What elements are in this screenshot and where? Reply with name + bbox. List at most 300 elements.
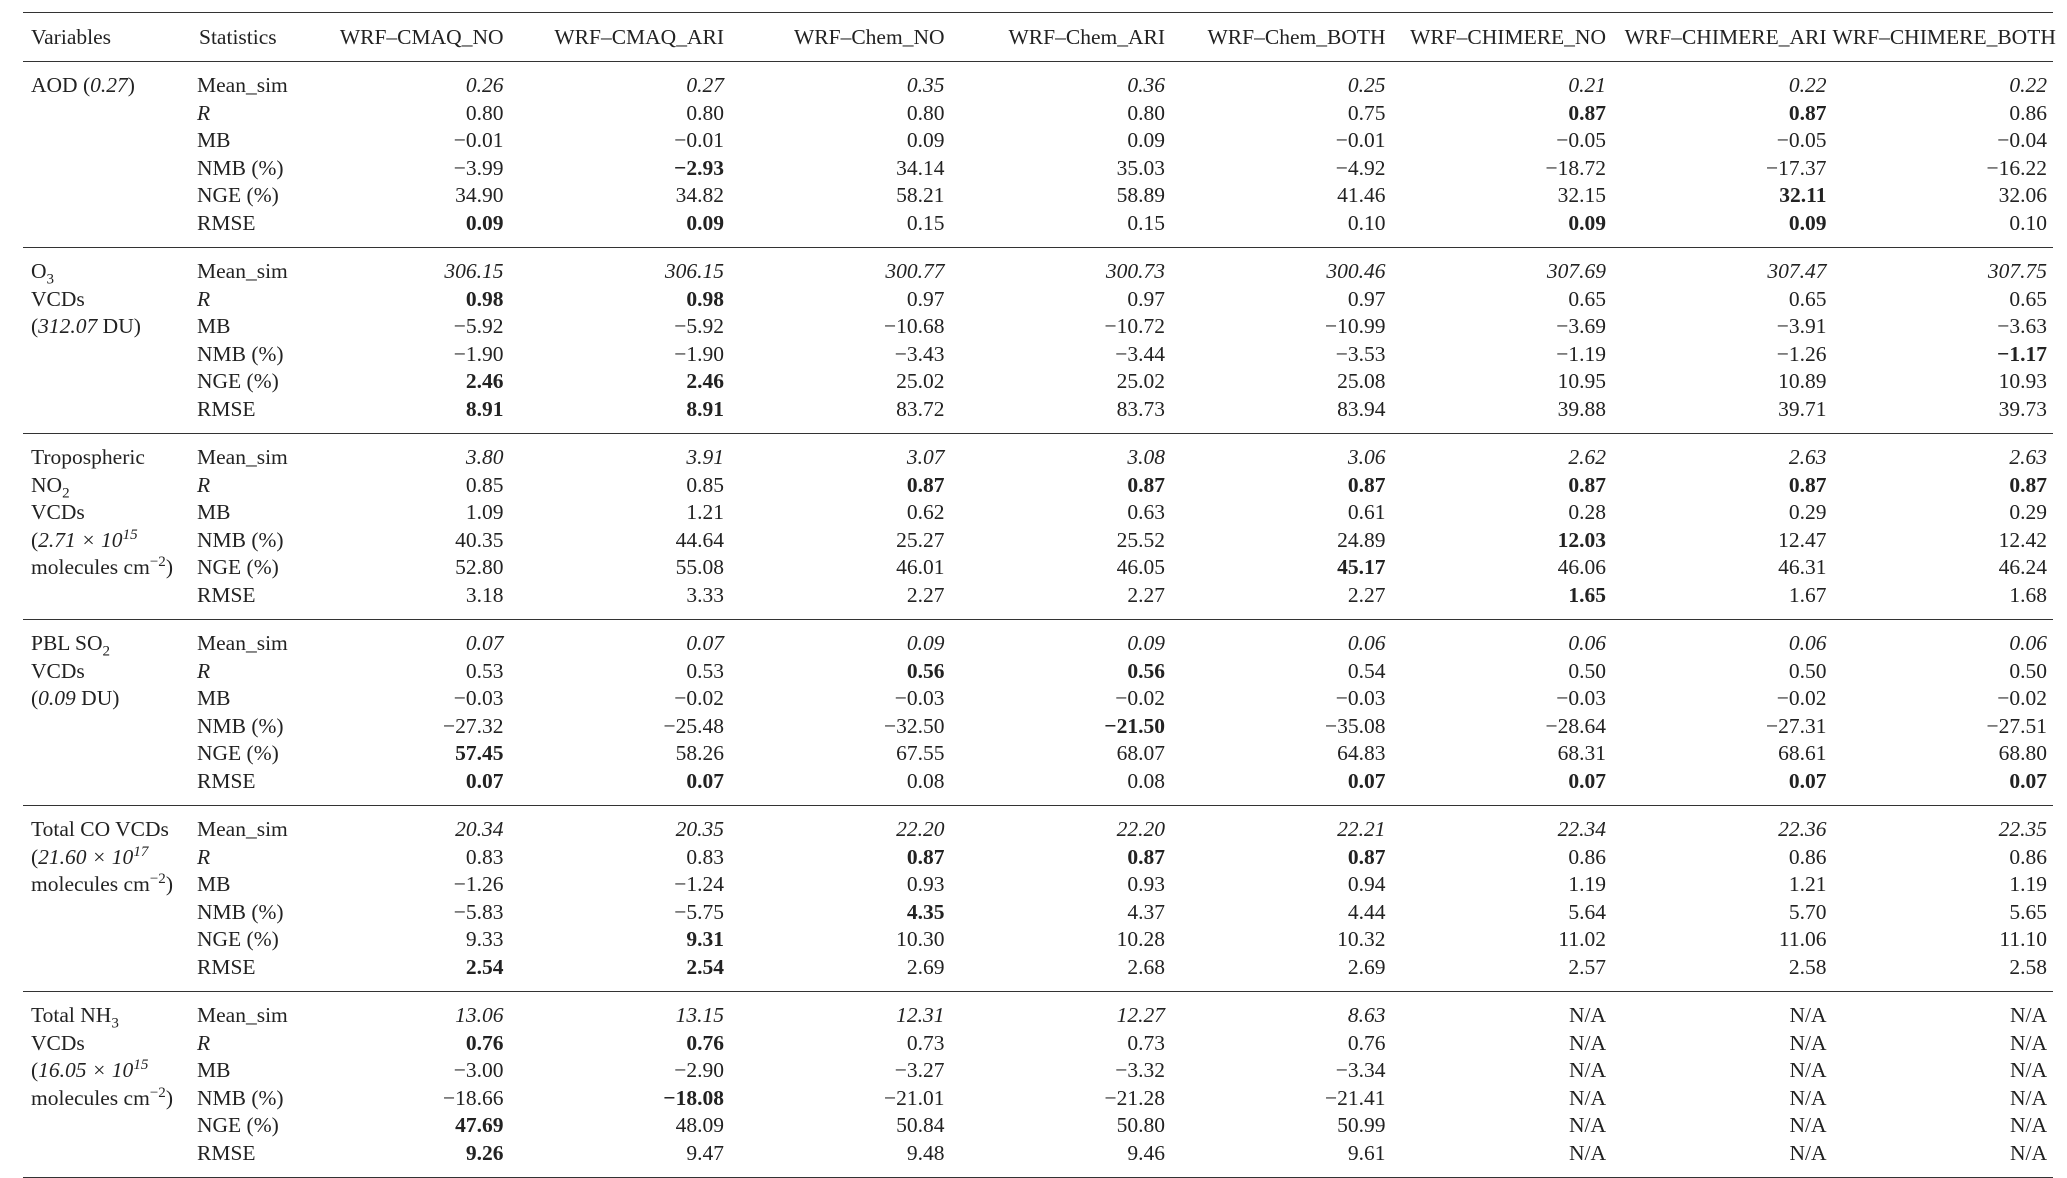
table-cell: −0.02 [1115,686,1165,710]
table-cell: −0.01 [453,128,504,152]
variable-label-part: 15 [133,1056,149,1073]
table-cell: N/A [1568,1085,1606,1110]
statistic-label: MB [197,686,231,710]
document [23,12,2056,1178]
table-cell: N/A [2009,1058,2047,1082]
table-row [23,396,2053,434]
variable-label-line [31,499,191,527]
table-cell: 0.09 [1568,210,1606,235]
table-cell: 0.50 [1568,658,1606,683]
header-wrf-chimere-both: WRF–CHIMERE_BOTH [1833,13,2054,62]
variable-label [23,248,191,434]
table-cell: 58.21 [896,183,945,207]
statistic-label: R [197,1030,211,1055]
table-cell: 2.54 [686,954,724,979]
table-cell: 0.87 [1568,100,1606,125]
table-cell: 5.65 [2009,899,2047,924]
table-cell: 0.08 [906,768,945,793]
table-cell: 0.87 [906,844,945,869]
table-cell: N/A [1568,1058,1606,1082]
variable-label-part: −2 [149,870,166,887]
variable-label-line [31,286,191,314]
variable-label-part: molecules cm [31,1085,150,1110]
table-cell: 9.26 [465,1140,504,1165]
variable-group [23,992,2053,1178]
table-row [23,155,2053,183]
table-row [23,992,2053,1030]
variable-label-line [31,1085,191,1113]
table-row [23,620,2053,658]
variable-label-part: 0.27 [90,73,128,97]
table-cell: 0.10 [1347,210,1386,235]
variable-label-line [31,630,191,658]
variable-label-part: × 10 [86,1058,134,1082]
table-cell: 0.27 [686,73,724,97]
table-cell: 12.47 [1778,527,1827,552]
variable-label [23,806,191,992]
table-cell: 0.09 [686,210,724,235]
table-cell: 0.15 [906,210,945,235]
table-cell: N/A [1568,1030,1606,1055]
table-cell: 0.65 [1568,286,1606,311]
table-cell: 0.83 [465,844,504,869]
table-cell: 2.69 [1347,954,1386,979]
table-cell: 2.27 [1347,582,1386,607]
header-statistics: Statistics [191,13,289,62]
variable-label-part: AOD ( [31,73,91,97]
table-cell: 306.15 [444,259,504,283]
table-cell: 0.09 [465,210,504,235]
table-cell: N/A [1568,1113,1606,1137]
table-cell: 58.26 [675,741,724,765]
table-cell: 0.87 [1127,844,1165,869]
table-cell: −3.69 [1556,314,1606,338]
table-cell: 25.02 [896,369,945,393]
table-cell: 0.15 [1127,210,1165,235]
table-cell: −3.32 [1115,1058,1165,1082]
table-cell: 0.75 [1347,100,1386,125]
table-cell: 20.34 [455,817,504,841]
table-cell: N/A [1789,1003,1827,1027]
table-cell: 24.89 [1337,527,1386,552]
statistic-label: R [197,100,211,125]
statistic-label: MB [197,1058,231,1082]
statistic-label: R [197,658,211,683]
header-wrf-chimere-no: WRF–CHIMERE_NO [1392,13,1613,62]
statistic-label: NMB (%) [197,527,284,552]
statistic-label: Mean_sim [197,1003,288,1027]
table-cell: −5.75 [674,899,724,924]
table-cell: 25.02 [1116,369,1165,393]
variable-label-part: O [31,259,47,283]
table-cell: N/A [2009,1030,2047,1055]
table-cell: 0.80 [906,100,945,125]
variable-label-part: ) [165,872,173,896]
table-cell: N/A [1789,1140,1827,1165]
table-row [23,685,2053,713]
table-cell: 0.25 [1347,73,1386,97]
table-cell: −10.72 [1104,314,1165,338]
variable-label-part: NO [31,472,63,497]
table-cell: 1.09 [465,500,504,524]
table-cell: 0.07 [686,631,724,655]
table-cell: 0.21 [1568,73,1606,97]
table-row [23,1085,2053,1113]
variable-label-line [31,685,191,713]
table-cell: 0.50 [1788,658,1827,683]
table-cell: 0.54 [1347,658,1386,683]
variable-label-line [31,816,191,844]
statistic-label: NGE (%) [197,555,279,579]
table-cell: −0.02 [1776,686,1827,710]
table-cell: 9.61 [1347,1140,1386,1165]
table-row [23,62,2053,100]
table-cell: −35.08 [1324,713,1386,738]
statistic-label: Mean_sim [197,259,288,283]
table-cell: 0.36 [1127,73,1165,97]
variable-label-line [31,1057,191,1085]
table-cell: 22.20 [1116,817,1165,841]
statistics-table [23,12,2056,1178]
table-cell: 0.94 [1347,872,1386,896]
table-cell: 0.86 [1568,844,1606,869]
table-cell: 0.06 [1788,631,1827,655]
statistic-label: RMSE [197,396,256,421]
table-cell: N/A [1789,1030,1827,1055]
table-cell: 41.46 [1337,183,1386,207]
variable-label-part: ( [31,314,39,338]
table-cell: 0.98 [465,286,504,311]
table-cell: 1.19 [2009,872,2047,896]
table-cell: 34.90 [455,183,504,207]
variable-label [23,992,191,1178]
table-cell: −0.03 [1335,686,1386,710]
table-cell: 3.06 [1347,445,1386,469]
table-cell: 2.63 [2009,445,2047,469]
variable-label-part: PBL SO [31,631,103,655]
table-row [23,768,2053,806]
table-cell: −0.03 [453,686,504,710]
table-cell: 0.53 [465,658,504,683]
variable-label-part: 21.60 [38,844,87,869]
table-cell: 48.09 [675,1113,724,1137]
table-cell: 39.73 [1998,396,2047,421]
table-cell: 0.76 [1347,1030,1386,1055]
statistic-label: MB [197,314,231,338]
table-cell: 2.68 [1127,954,1165,979]
variable-label-part: VCDs [31,500,85,524]
table-row [23,740,2053,768]
table-cell: 39.88 [1557,396,1606,421]
table-cell: 9.48 [906,1140,945,1165]
table-cell: N/A [2009,1140,2047,1165]
table-cell: 11.06 [1778,927,1827,951]
variable-label-part: Tropospheric [31,445,145,469]
table-cell: 1.21 [1788,872,1827,896]
variable-group [23,434,2053,620]
table-cell: 0.87 [1347,844,1386,869]
table-cell: −21.41 [1324,1085,1386,1110]
table-cell: 0.87 [1788,100,1827,125]
table-cell: 32.06 [1998,183,2047,207]
table-cell: 0.26 [465,73,504,97]
table-cell: 2.46 [465,369,504,393]
header-wrf-cmaq-no: WRF–CMAQ_NO [289,13,510,62]
table-row [23,527,2053,555]
variable-group [23,806,2053,992]
table-cell: 55.08 [675,555,724,579]
table-cell: 45.17 [1337,555,1386,579]
table-cell: 300.77 [885,259,945,283]
table-cell: 0.87 [1568,472,1606,497]
table-cell: 22.34 [1557,817,1606,841]
table-cell: −5.83 [453,899,504,924]
table-cell: −21.28 [1104,1085,1165,1110]
table-cell: 0.97 [1347,286,1386,311]
table-row [23,844,2053,872]
table-row [23,499,2053,527]
table-cell: 0.09 [1788,210,1827,235]
table-cell: 0.07 [2009,768,2047,793]
table-cell: N/A [1789,1058,1827,1082]
table-cell: 0.87 [1347,472,1386,497]
table-cell: 0.62 [906,500,945,524]
table-cell: −17.37 [1765,155,1827,180]
header-wrf-chem-ari: WRF–Chem_ARI [951,13,1172,62]
table-cell: 10.89 [1778,369,1827,393]
table-cell: 0.06 [1347,631,1386,655]
table-cell: 0.80 [686,100,724,125]
table-cell: 3.18 [465,582,504,607]
table-cell: 10.28 [1116,927,1165,951]
table-cell: 9.31 [686,927,724,951]
table-cell: 300.46 [1326,259,1386,283]
table-cell: 0.29 [2009,500,2047,524]
table-cell: −3.43 [894,341,945,366]
variable-label-part: 3 [111,1015,119,1032]
statistic-label: NGE (%) [197,1113,279,1137]
variable-group [23,620,2053,806]
variable-label-part: 16.05 [38,1058,87,1082]
table-cell: −1.26 [1776,341,1827,366]
table-cell: N/A [2009,1085,2047,1110]
table-cell: −27.51 [1986,713,2047,738]
variable-label-part: VCDs [31,286,85,311]
variable-label [23,434,191,620]
statistic-label: MB [197,128,231,152]
table-cell: 40.35 [455,527,504,552]
statistic-label: R [197,844,211,869]
table-cell: 307.47 [1767,259,1827,283]
variable-label-part: Total CO VCDs [31,817,169,841]
table-cell: 0.87 [906,472,945,497]
table-cell: 8.91 [465,396,504,421]
table-row [23,1030,2053,1058]
variable-label-part: 2 [62,484,70,501]
table-cell: 46.31 [1778,555,1827,579]
table-row [23,341,2053,369]
table-cell: 2.58 [2009,954,2047,979]
table-row [23,182,2053,210]
table-cell: 0.61 [1347,500,1386,524]
table-cell: 1.68 [2009,582,2047,607]
table-cell: 0.73 [906,1030,945,1055]
header-wrf-cmaq-ari: WRF–CMAQ_ARI [510,13,731,62]
variable-label-part: 2.71 [38,527,76,552]
table-cell: 0.87 [2009,472,2047,497]
table-row [23,313,2053,341]
table-cell: 0.22 [1788,73,1827,97]
table-cell: 68.80 [1998,741,2047,765]
table-cell: 1.21 [686,500,724,524]
table-cell: 2.54 [465,954,504,979]
variable-label-line [31,658,191,686]
table-cell: 2.62 [1568,445,1606,469]
table-cell: 0.06 [2009,631,2047,655]
table-row [23,954,2053,992]
table-cell: 0.63 [1127,500,1165,524]
table-cell: 2.69 [906,954,945,979]
variable-label-part: ) [127,73,135,97]
table-cell: 5.70 [1788,899,1827,924]
statistic-label: R [197,286,211,311]
table-row [23,1140,2053,1178]
table-cell: 22.35 [1998,817,2047,841]
table-cell: −1.90 [674,341,724,366]
table-cell: 50.84 [896,1113,945,1137]
table-cell: 32.15 [1557,183,1606,207]
statistic-label: RMSE [197,954,256,979]
variable-label-part: −2 [149,553,166,570]
table-cell: 0.65 [2009,286,2047,311]
table-cell: −25.48 [663,713,724,738]
table-cell: 0.53 [686,658,724,683]
variable-label-part: VCDs [31,658,85,683]
statistic-label: Mean_sim [197,631,288,655]
table-cell: 0.97 [1127,286,1165,311]
statistic-label: Mean_sim [197,73,288,97]
table-cell: 307.69 [1546,259,1606,283]
table-cell: −4.92 [1335,155,1386,180]
table-cell: 68.31 [1557,741,1606,765]
table-cell: 13.06 [455,1003,504,1027]
table-cell: 4.35 [906,899,945,924]
table-cell: −18.66 [442,1085,504,1110]
table-cell: N/A [1789,1113,1827,1137]
table-row [23,472,2053,500]
variable-label-line [31,1030,191,1058]
table-cell: 83.73 [1116,396,1165,421]
table-cell: 8.91 [686,396,724,421]
table-row [23,100,2053,128]
variable-label-part: Total NH [31,1003,112,1027]
table-cell: 0.07 [465,631,504,655]
table-cell: N/A [2009,1003,2047,1027]
table-cell: 2.27 [1127,582,1165,607]
table-cell: 307.75 [1987,259,2047,283]
table-cell: −18.72 [1545,155,1606,180]
table-cell: 0.08 [1127,768,1165,793]
table-row [23,871,2053,899]
table-cell: −21.50 [1104,713,1165,738]
table-cell: −32.50 [883,713,945,738]
table-cell: 0.76 [686,1030,724,1055]
statistic-label: NGE (%) [197,369,279,393]
statistic-label: NMB (%) [197,341,284,366]
statistic-label: R [197,472,211,497]
table-cell: 0.09 [1127,128,1165,152]
statistic-label: RMSE [197,1140,256,1165]
table-row [23,926,2053,954]
table-cell: 0.93 [1127,872,1165,896]
table-cell: 3.80 [465,445,504,469]
table-cell: 22.36 [1778,817,1827,841]
variable-label-part: ( [31,844,39,869]
variable-label-part: ( [31,686,39,710]
table-cell: 50.99 [1337,1113,1386,1137]
table-cell: 9.47 [686,1140,724,1165]
table-cell: −3.27 [894,1058,945,1082]
table-cell: −3.00 [453,1058,504,1082]
statistic-label: MB [197,500,231,524]
table-cell: 20.35 [675,817,724,841]
table-row [23,658,2053,686]
table-cell: 8.63 [1347,1003,1386,1027]
table-cell: 0.28 [1568,500,1606,524]
table-cell: 11.10 [1999,927,2047,951]
variable-label-part: 2 [102,643,111,660]
statistic-label: NMB (%) [197,899,284,924]
table-cell: 10.95 [1557,369,1606,393]
table-row [23,210,2053,248]
variable-label-part: VCDs [31,1030,85,1055]
statistic-label: RMSE [197,582,256,607]
table-cell: 35.03 [1116,155,1165,180]
table-cell: 13.15 [675,1003,724,1027]
table-cell: 0.07 [1788,768,1827,793]
table-cell: 0.85 [465,472,504,497]
variable-label-line [31,844,191,872]
table-cell: 3.91 [686,445,724,469]
table-row [23,582,2053,620]
table-row [23,713,2053,741]
table-cell: −0.02 [1997,686,2047,710]
statistic-label: NMB (%) [197,1085,284,1110]
table-cell: 0.07 [686,768,724,793]
table-cell: −3.44 [1115,341,1165,366]
table-cell: 46.05 [1116,555,1165,579]
table-row [23,286,2053,314]
table-cell: 25.52 [1116,527,1165,552]
header-wrf-chem-no: WRF–Chem_NO [730,13,951,62]
table-cell: 0.93 [906,872,945,896]
table-cell: 0.76 [465,1030,504,1055]
table-row [23,1057,2053,1085]
table-cell: 3.33 [686,582,724,607]
table-cell: −3.99 [453,155,504,180]
table-cell: 67.55 [896,741,945,765]
table-cell: 3.07 [906,445,945,469]
table-cell: 0.07 [1347,768,1386,793]
table-cell: 34.82 [675,183,724,207]
table-cell: −2.90 [674,1058,724,1082]
table-cell: 22.20 [896,817,945,841]
table-cell: 47.69 [455,1113,504,1137]
table-cell: 0.22 [2009,73,2047,97]
table-row [23,368,2053,396]
variable-label-part: ) [165,555,173,579]
variable-label-part: DU) [97,314,141,338]
